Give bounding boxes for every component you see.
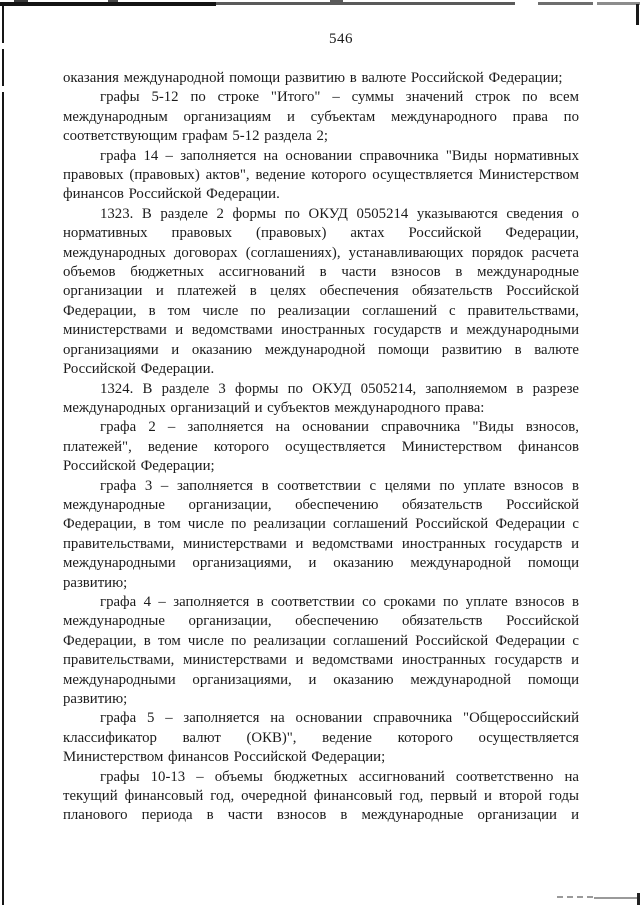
paragraph-grafa-3: графа 3 – заполняется в соответствии с целями по уплате взносов в международные организации, обеспечению обязательств Российской Федерации, в том числе по реализации соглашений Российской Федерации с правительствами, министерствами и ведомствами иностранных государств и международными организациями, и оказанию международной помощи развитию; [63, 477, 579, 591]
paragraph-grafy-5-12: графы 5-12 по строке "Итого" – суммы значений строк по всем международным организациям и субъектам международного права по соответствующим графам 5-12 раздела 2; [63, 89, 579, 145]
paragraph-grafy-10-13: графы 10-13 – объемы бюджетных ассигнований соответственно на текущий финансовый год, очередной финансовый год, первый и второй годы планового периода в части взносов в международные организации и [63, 768, 579, 824]
paragraph-grafa-14: графа 14 – заполняется на основании справочника "Виды нормативных правовых (правовых) актов", ведение которого осуществляется Министерством финансов Российской Федерации. [63, 147, 579, 203]
scan-speck-top-left-2 [108, 0, 118, 2]
scan-bottom-right-line [594, 897, 638, 899]
document-body [63, 69, 579, 826]
scan-speck-top-left-1 [14, 0, 28, 2]
paragraph-continuation: оказания международной помощи развитию в валюте Российской Федерации; [63, 70, 563, 86]
scan-edge-top-line-right-1 [538, 2, 593, 5]
scan-speck-top-center [330, 0, 343, 2]
scan-edge-top-line-mid [216, 2, 515, 5]
paragraph-grafa-2: графа 2 – заполняется на основании справочника "Виды взносов, платежей", ведение которого осуществляется Министерством финансов Российской Федерации; [63, 419, 579, 475]
scan-bottom-right-dashes [557, 896, 593, 898]
paragraph-grafa-5: графа 5 – заполняется на основании справочника "Общероссийский классификатор валют (ОКВ)", ведение которого осуществляется Министерством финансов Российской Федерации; [63, 710, 579, 766]
scan-edge-top-right-tick [636, 4, 639, 25]
scan-edge-top-line-right-2 [597, 2, 640, 5]
paragraph-item-1324: 1324. В разделе 3 формы по ОКУД 0505214, заполняемом в разрезе международных организаций и субъектов международного права: [63, 380, 579, 416]
scan-edge-top-bar [0, 2, 216, 6]
scan-edge-left-line [2, 4, 4, 905]
paragraph-grafa-4: графа 4 – заполняется в соответствии со сроками по уплате взносов в международные организации, обеспечению обязательств Российской Федерации, в том числе по реализации соглашений Российской Федерации с правительствами, министерствами и ведомствами иностранных государств и международными организациями, и оказанию международной помощи развитию; [63, 593, 579, 707]
page-number: 546 [329, 31, 353, 47]
paragraph-item-1323: 1323. В разделе 2 формы по ОКУД 0505214 указываются сведения о нормативных правовых (правовых) актах Российской Федерации, международных договорах (соглашениях), устанавливающих порядок расчета объемов бюджетных ассигнований в части взносов в международные организации и платежей в целях обеспечения обязательств Российской Федерации, в том числе по реализации соглашений с правительствами, министерствами и ведомствами иностранных государств и международными организациями и оказанию международной помощи развитию в валюте Российской Федерации. [63, 205, 579, 378]
